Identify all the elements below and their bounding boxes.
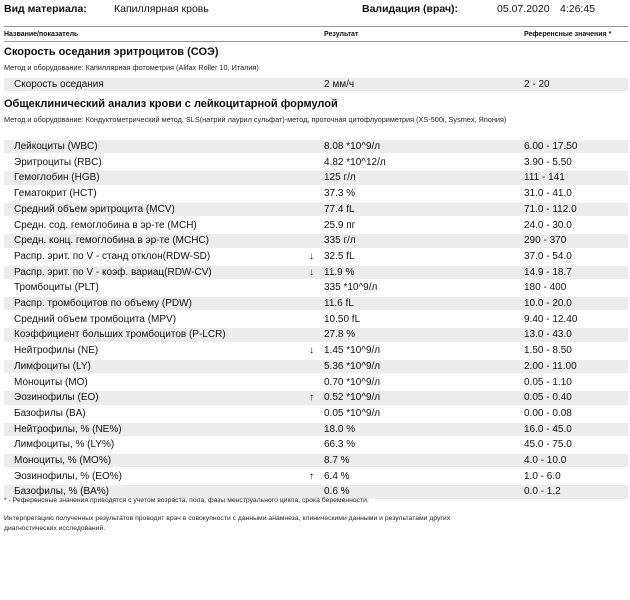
row-name: Базофилы (BA) — [14, 407, 86, 419]
row-reference: 1.50 - 8.50 — [524, 345, 572, 357]
row-reference: 0.00 - 0.08 — [524, 407, 572, 419]
row-flag: ↓ — [309, 345, 314, 357]
row-reference: 180 - 400 — [524, 282, 567, 294]
footnote: * - Референсные значения приводятся с учетом возраста, пола, фазы менструального цикла, срока беременности. — [4, 497, 369, 504]
row-result: 4.82 *10^12/л — [324, 156, 386, 168]
column-header-result: Результат — [324, 31, 359, 38]
row-result: 0.52 *10^9/л — [324, 392, 381, 404]
row-name: Распр. эрит. по V - коэф. вариац(RDW-CV) — [14, 266, 212, 278]
section-title-esr: Скорость оседания эритроцитов (СОЭ) — [4, 46, 219, 58]
row-flag: ↓ — [309, 266, 314, 278]
row-name: Средний объем эритроцита (MCV) — [14, 203, 175, 215]
report-header — [0, 0, 630, 24]
row-result: 37.3 % — [324, 188, 356, 200]
table-row — [4, 391, 628, 404]
row-reference: 0.05 - 1.10 — [524, 376, 572, 388]
table-row — [4, 187, 628, 200]
table-row — [4, 266, 628, 279]
section-title-cbc: Общеклинический анализ крови с лейкоцитарной формулой — [4, 98, 338, 110]
row-result: 0.6 % — [324, 486, 350, 498]
table-row — [4, 407, 628, 420]
row-result: 2 мм/ч — [324, 79, 355, 90]
row-reference: 24.0 - 30.0 — [524, 219, 572, 231]
row-result: 27.8 % — [324, 329, 356, 341]
row-name: Распр. эрит. по V - станд отклон(RDW-SD) — [14, 250, 211, 262]
table-row — [4, 438, 628, 451]
row-result: 11.9 % — [324, 266, 355, 278]
row-name: Нейтрофилы, % (NE%) — [14, 423, 122, 435]
table-row — [4, 360, 628, 373]
row-result: 18.0 % — [324, 423, 356, 435]
row-reference: 14.9 - 18.7 — [524, 266, 572, 278]
row-name: Лейкоциты (WBC) — [14, 141, 98, 152]
header-divider — [4, 26, 628, 27]
row-reference: 13.0 - 43.0 — [524, 329, 572, 341]
validation-date: 05.07.2020 — [497, 3, 550, 15]
row-result: 1.45 *10^9/л — [324, 345, 381, 357]
row-result: 6.4 % — [324, 470, 350, 482]
row-reference: 31.0 - 41.0 — [524, 188, 572, 200]
table-row — [4, 234, 628, 247]
row-name: Базофилы, % (BA%) — [14, 486, 109, 498]
row-result: 11.6 fL — [324, 298, 354, 309]
table-row — [4, 297, 628, 310]
row-reference: 10.0 - 20.0 — [524, 298, 572, 309]
row-reference: 4.0 - 10.0 — [524, 455, 567, 466]
row-name: Нейтрофилы (NE) — [14, 345, 99, 357]
row-name: Гемоглобин (HGB) — [14, 172, 100, 184]
row-result: 8.7 % — [324, 455, 350, 466]
row-reference: 1.0 - 6.0 — [524, 470, 561, 482]
row-result: 125 г/л — [324, 172, 356, 184]
table-row — [4, 281, 628, 294]
row-result: 0.05 *10^9/л — [324, 407, 381, 419]
row-name: Эозинофилы (EO) — [14, 392, 99, 404]
validation-time: 4:26:45 — [560, 3, 596, 15]
row-name: Средн. конц. гемоглобина в эр-те (MCHC) — [14, 235, 209, 247]
row-name: Тромбоциты (PLT) — [14, 282, 99, 294]
table-row — [4, 313, 628, 326]
column-header-divider — [4, 41, 628, 42]
row-flag: ↑ — [309, 392, 314, 404]
row-name: Моноциты (MO) — [14, 376, 88, 388]
row-name: Коэффициент больших тромбоцитов (P-LCR) — [14, 329, 226, 341]
row-result: 32.5 fL — [324, 250, 355, 262]
row-reference: 0.0 - 1.2 — [524, 486, 561, 498]
row-name: Скорость оседания — [14, 79, 104, 90]
table-row — [4, 219, 628, 232]
column-header-name: Название/показатель — [4, 31, 79, 38]
row-reference: 2.00 - 11.00 — [524, 360, 577, 372]
row-name: Лимфоциты (LY) — [14, 360, 91, 372]
row-name: Эозинофилы, % (EO%) — [14, 470, 122, 482]
row-reference: 6.00 - 17.50 — [524, 141, 578, 152]
row-result: 10.50 fL — [324, 313, 361, 325]
section-method-cbc: Метод и оборудование: Кондуктометрический метод, SLS(натрий лаурил сульфат)-метод, проточная цитофлуориметрия (XS-500i, Sysmex, Япония) — [4, 115, 507, 124]
row-result: 335 г/л — [324, 235, 356, 247]
row-name: Моноциты, % (MO%) — [14, 455, 112, 466]
row-result: 0.70 *10^9/л — [324, 376, 381, 388]
row-reference: 2 - 20 — [524, 79, 550, 90]
table-row — [4, 454, 628, 467]
row-result: 77.4 fL — [324, 203, 355, 215]
table-row — [4, 156, 628, 169]
row-flag: ↑ — [309, 470, 314, 482]
column-header-reference: Референсные значения * — [524, 31, 612, 38]
row-name: Средн. сод. гемоглобина в эр-те (MCH) — [14, 219, 197, 231]
interpretation-note: Интерпретацию полученных результатов проводит врач в совокупности с данными анамнеза, клиническими данными и результатами других диагностических исследований. — [4, 515, 451, 532]
row-flag: ↓ — [309, 250, 314, 262]
table-row — [4, 203, 628, 216]
row-name: Эритроциты (RBC) — [14, 156, 102, 168]
table-row — [4, 171, 628, 184]
validation-label: Валидация (врач): — [362, 3, 459, 15]
section-method-esr: Метод и оборудование: Капиллярная фотометрия (Alifax Roller 10, Италия) — [4, 63, 259, 72]
row-reference: 3.90 - 5.50 — [524, 156, 572, 168]
row-result: 66.3 % — [324, 439, 356, 451]
row-name: Средний объем тромбоцита (MPV) — [14, 313, 177, 325]
row-reference: 0.05 - 0.40 — [524, 392, 572, 404]
row-reference: 16.0 - 45.0 — [524, 423, 572, 435]
table-row — [4, 344, 628, 357]
row-reference: 37.0 - 54.0 — [524, 250, 572, 262]
row-name: Гематокрит (HCT) — [14, 188, 97, 200]
row-result: 335 *10^9/л — [324, 282, 378, 294]
material-label: Вид материала: — [4, 3, 87, 15]
row-reference: 111 - 141 — [524, 172, 565, 184]
row-name: Распр. тромбоцитов по объему (PDW) — [14, 298, 192, 309]
material-value: Капиллярная кровь — [114, 3, 209, 15]
table-row — [4, 250, 628, 263]
row-reference: 9.40 - 12.40 — [524, 313, 578, 325]
table-row — [4, 423, 628, 436]
row-result: 5.36 *10^9/л — [324, 360, 381, 372]
table-row — [4, 78, 628, 91]
table-row — [4, 328, 628, 341]
row-reference: 71.0 - 112.0 — [524, 203, 577, 215]
table-row — [4, 376, 628, 389]
table-row — [4, 470, 628, 483]
row-result: 8.08 *10^9/л — [324, 141, 381, 152]
row-reference: 290 - 370 — [524, 235, 567, 247]
row-reference: 45.0 - 75.0 — [524, 439, 572, 451]
row-result: 25.9 пг — [324, 219, 356, 231]
table-row — [4, 140, 628, 153]
row-name: Лимфоциты, % (LY%) — [14, 439, 115, 451]
